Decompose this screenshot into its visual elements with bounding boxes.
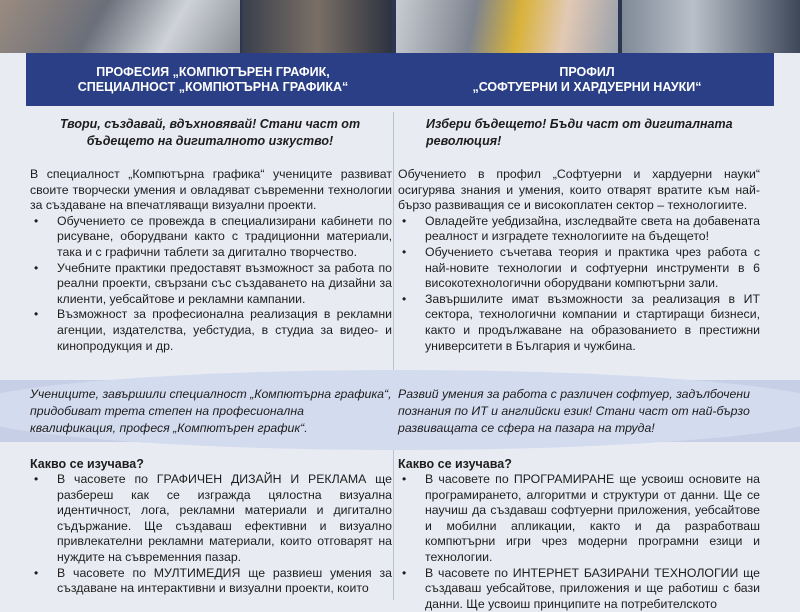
left-study-bullets bbox=[30, 472, 392, 597]
right-study-bullets bbox=[398, 472, 760, 612]
photo-classroom bbox=[622, 0, 800, 53]
list-item: • Учебните практики предоставят възможност за работа по реални проекти, свързани със създаването на дизайни за клиенти, уебсайтове и рекламни кампании. bbox=[30, 261, 392, 308]
list-item: • В часовете по ПРОГРАМИРАНЕ ще усвоиш основите на програмирането, алгоритми и структури от данни. Ще се научиш да създаваш софтуерни приложения, уебсайтове и мобилни апликации, както и да разработваш компютърни игри чрез модерни програмни езици и технологии. bbox=[398, 472, 760, 566]
photo-robotics bbox=[242, 0, 392, 53]
list-item: • Завършилите имат възможности за реализация в ИТ сектора, технологични компании и стартиращи бизнеси, както и продължаване на образованието в престижни университети в България и чужбина. bbox=[398, 292, 760, 354]
left-study-heading: Какво се изучава? bbox=[30, 457, 144, 471]
column-divider bbox=[393, 112, 394, 600]
right-motto: Избери бъдещето! Бъди част от дигиталната революция! bbox=[426, 117, 733, 148]
header-banner bbox=[26, 53, 774, 106]
left-quote: Учениците, завършили специалност „Компютърна графика“, придобиват трета степен на професионална квалификация, професя „Компютърен график“. bbox=[30, 387, 392, 435]
list-item: • Обучението съчетава теория и практика чрез работа с най-новите технологии и софтуерни инструменти в 6 високотехнологични оборудвани компютърни зали. bbox=[398, 245, 760, 292]
list-item: • Възможност за професионална реализация в рекламни агенции, издателства, уебстудиа, в студиа за видео- и кинопродукция и др. bbox=[30, 307, 392, 354]
photo-strip bbox=[0, 0, 800, 53]
list-item: • Обучението се провежда в специализирани кабинети по рисуване, оборудвани както с традиционни материали, така и с графични таблети за дигитално творчество. bbox=[30, 214, 392, 261]
right-intro: Обучението в профил „Софтуерни и хардуерни науки“ осигурява знания и умения, които отварят вратите към най-бързо развиващия се и високоплатен сектор – технологиите. bbox=[398, 167, 760, 213]
list-item: • В часовете по МУЛТИМЕДИЯ ще развиеш умения за създаване на интерактивни и визуални проекти, които bbox=[30, 566, 392, 597]
list-item: • В часовете по ИНТЕРНЕТ БАЗИРАНИ ТЕХНОЛОГИИ ще създаваш уебсайтове, приложения и ще работиш с бази данни. Ще усвоиш принципите на потребителското bbox=[398, 566, 760, 612]
left-intro: В специалност „Компютърна графика“ учениците развиват своите творчески умения и овладяват съвременни технологии за създаване на впечатляващи визуални проекти. bbox=[30, 167, 392, 213]
right-study-block bbox=[398, 472, 760, 612]
right-bullets bbox=[398, 214, 760, 354]
left-column-title: ПРОФЕСИЯ „КОМПЮТЪРЕН ГРАФИК, СПЕЦИАЛНОСТ „КОМПЮТЪРНА ГРАФИКА“ bbox=[77, 65, 349, 94]
right-quote: Развий умения за работа с различен софтуер, задълбочени познания по ИТ и английски език! Стани част от най-бързо развиващата се сфера на пазара на труда! bbox=[398, 387, 750, 435]
right-intro-block bbox=[398, 167, 760, 354]
list-item: • Овладейте уебдизайна, изследвайте света на добавената реалност и изградете технологиите на бъдещето! bbox=[398, 214, 760, 245]
right-column-title: ПРОФИЛ „СОФТУЕРНИ И ХАРДУЕРНИ НАУКИ“ bbox=[472, 65, 702, 94]
left-study-block bbox=[30, 472, 392, 597]
left-intro-block bbox=[30, 167, 392, 354]
right-study-heading: Какво се изучава? bbox=[398, 457, 512, 471]
left-motto: Твори, създавай, вдъхновявай! Стани част от бъдещето на дигиталното изкуство! bbox=[59, 117, 361, 148]
list-item: • В часовете по ГРАФИЧЕН ДИЗАЙН И РЕКЛАМА ще разбереш как се изгражда цялостна визуална идентичност, лога, рекламни материали и дигитално съдържание. Ще създаваш ефективни и визуално привлекателни рекламни материали, които отговарят на нуждите на съвременния пазар. bbox=[30, 472, 392, 566]
photo-circuit-board bbox=[396, 0, 618, 53]
left-bullets bbox=[30, 214, 392, 354]
photo-students-computers bbox=[0, 0, 240, 53]
